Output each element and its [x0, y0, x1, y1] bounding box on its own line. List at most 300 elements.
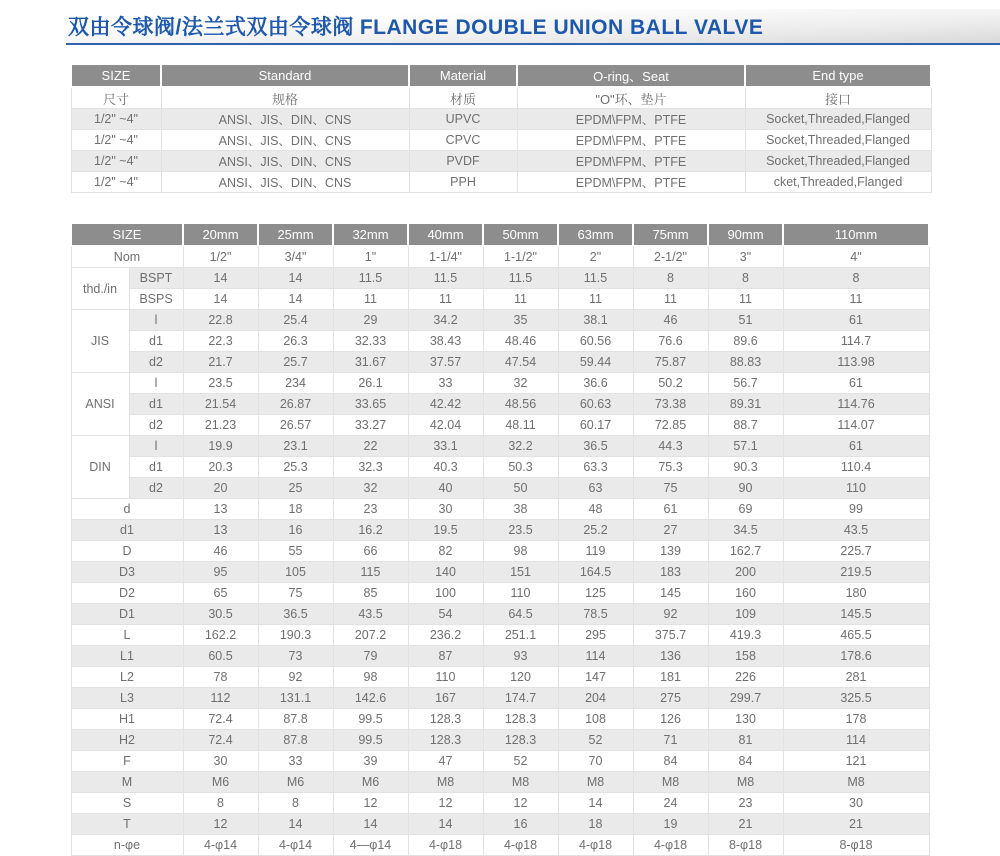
dim-value-cell: 66 — [333, 541, 408, 562]
dim-row-label-cell: Nom — [71, 246, 183, 268]
dim-value-cell: 419.3 — [708, 625, 783, 646]
dim-value-cell: 25 — [258, 478, 333, 499]
dim-value-cell: 11.5 — [483, 268, 558, 289]
dim-value-cell: 110 — [783, 478, 929, 499]
dim-value-cell: 8 — [783, 268, 929, 289]
dim-value-cell: 4—φ14 — [333, 835, 408, 856]
spec-row — [71, 130, 931, 151]
dim-value-cell: 113.98 — [783, 352, 929, 373]
dim-value-cell: 35 — [483, 310, 558, 331]
dim-value-cell: 38.1 — [558, 310, 633, 331]
spec-header-cell: Material — [409, 64, 517, 87]
dim-row — [71, 646, 929, 667]
dim-value-cell: 114.07 — [783, 415, 929, 436]
dim-value-cell: 27 — [633, 520, 708, 541]
dim-value-cell: 38.43 — [408, 331, 483, 352]
dim-value-cell: 75 — [258, 583, 333, 604]
dim-value-cell: 204 — [558, 688, 633, 709]
dim-row-label-cell: L — [71, 625, 183, 646]
dim-row — [71, 352, 929, 373]
dim-value-cell: 112 — [183, 688, 258, 709]
dim-value-cell: 32 — [483, 373, 558, 394]
dim-row-label-cell: l — [129, 310, 183, 331]
dim-value-cell: 87.8 — [258, 709, 333, 730]
dim-value-cell: 178.6 — [783, 646, 929, 667]
dim-value-cell: 151 — [483, 562, 558, 583]
dim-value-cell: 4-φ18 — [408, 835, 483, 856]
dim-value-cell: 48.46 — [483, 331, 558, 352]
dim-value-cell: 16 — [483, 814, 558, 835]
spec-cell: ANSI、JIS、DIN、CNS — [161, 109, 409, 130]
dim-value-cell: 23 — [333, 499, 408, 520]
spec-table-body — [71, 64, 931, 193]
dim-value-cell: 162.2 — [183, 625, 258, 646]
dim-value-cell: 78.5 — [558, 604, 633, 625]
dim-row — [71, 709, 929, 730]
dim-value-cell: 8 — [258, 793, 333, 814]
dim-value-cell: 11.5 — [558, 268, 633, 289]
dim-value-cell: 48.56 — [483, 394, 558, 415]
dim-value-cell: 1" — [333, 246, 408, 268]
dim-row-label-cell: l — [129, 373, 183, 394]
dim-value-cell: 219.5 — [783, 562, 929, 583]
dim-value-cell: 50.2 — [633, 373, 708, 394]
dim-row — [71, 604, 929, 625]
dim-value-cell: 236.2 — [408, 625, 483, 646]
dim-value-cell: 50.3 — [483, 457, 558, 478]
dim-value-cell: 207.2 — [333, 625, 408, 646]
dim-value-cell: 14 — [258, 814, 333, 835]
spec-subheader-cell: 规格 — [161, 87, 409, 109]
dim-value-cell: 23.5 — [183, 373, 258, 394]
dim-value-cell: 44.3 — [633, 436, 708, 457]
dim-size-header-cell: 20mm — [183, 223, 258, 246]
dim-value-cell: 3/4" — [258, 246, 333, 268]
dim-value-cell: 21.7 — [183, 352, 258, 373]
dim-value-cell: 1/2" — [183, 246, 258, 268]
dim-value-cell: 1-1/4" — [408, 246, 483, 268]
dim-value-cell: 52 — [483, 751, 558, 772]
dim-value-cell: 99.5 — [333, 730, 408, 751]
dim-value-cell: 11 — [708, 289, 783, 310]
dim-value-cell: 114.76 — [783, 394, 929, 415]
dim-size-header-cell: 50mm — [483, 223, 558, 246]
dim-value-cell: 275 — [633, 688, 708, 709]
dim-row-label-cell: D3 — [71, 562, 183, 583]
dim-value-cell: 48.11 — [483, 415, 558, 436]
dim-value-cell: 11.5 — [333, 268, 408, 289]
dim-row-label-cell: D — [71, 541, 183, 562]
spec-table — [70, 63, 932, 193]
dim-value-cell: 130 — [708, 709, 783, 730]
spec-cell: 1/2" ~4" — [71, 151, 161, 172]
dim-value-cell: 18 — [258, 499, 333, 520]
spec-cell: EPDM\FPM、PTFE — [517, 130, 745, 151]
dim-value-cell: 33 — [258, 751, 333, 772]
dim-value-cell: 21.54 — [183, 394, 258, 415]
spec-cell: CPVC — [409, 130, 517, 151]
dim-value-cell: 119 — [558, 541, 633, 562]
dim-value-cell: 50 — [483, 478, 558, 499]
dim-value-cell: 57.1 — [708, 436, 783, 457]
dim-value-cell: 22 — [333, 436, 408, 457]
dim-row-label-cell: S — [71, 793, 183, 814]
dim-value-cell: 100 — [408, 583, 483, 604]
spec-cell: EPDM\FPM、PTFE — [517, 109, 745, 130]
dim-row-label-cell: l — [129, 436, 183, 457]
dim-value-cell: 11 — [483, 289, 558, 310]
dim-value-cell: 36.5 — [558, 436, 633, 457]
dim-value-cell: 61 — [783, 373, 929, 394]
spec-row — [71, 109, 931, 130]
dim-value-cell: 36.5 — [258, 604, 333, 625]
dim-value-cell: 92 — [258, 667, 333, 688]
dim-value-cell: 33.65 — [333, 394, 408, 415]
dim-value-cell: 43.5 — [783, 520, 929, 541]
dim-value-cell: 47 — [408, 751, 483, 772]
dim-size-header-cell: 40mm — [408, 223, 483, 246]
dim-value-cell: M8 — [633, 772, 708, 793]
dim-value-cell: 32.3 — [333, 457, 408, 478]
dim-value-cell: 34.5 — [708, 520, 783, 541]
dim-value-cell: 128.3 — [408, 709, 483, 730]
page-title — [66, 11, 763, 41]
dim-value-cell: 30 — [783, 793, 929, 814]
dim-value-cell: 183 — [633, 562, 708, 583]
dim-row — [71, 730, 929, 751]
dim-row-label-cell: n-φe — [71, 835, 183, 856]
dim-value-cell: 1-1/2" — [483, 246, 558, 268]
dim-value-cell: 87.8 — [258, 730, 333, 751]
dim-value-cell: 19.5 — [408, 520, 483, 541]
dim-row — [71, 373, 929, 394]
dim-value-cell: 11 — [333, 289, 408, 310]
dim-value-cell: 12 — [483, 793, 558, 814]
spec-cell: Socket,Threaded,Flanged — [745, 109, 931, 130]
dim-value-cell: 25.2 — [558, 520, 633, 541]
dim-row — [71, 246, 929, 268]
dim-value-cell: 114 — [783, 730, 929, 751]
dim-value-cell: 140 — [408, 562, 483, 583]
dim-value-cell: 56.7 — [708, 373, 783, 394]
dim-value-cell: M6 — [333, 772, 408, 793]
dim-value-cell: 8 — [708, 268, 783, 289]
dim-size-header-cell: 32mm — [333, 223, 408, 246]
dim-value-cell: 65 — [183, 583, 258, 604]
dim-group-cell: ANSI — [71, 373, 129, 436]
spec-cell: 1/2" ~4" — [71, 130, 161, 151]
dim-row — [71, 436, 929, 457]
dim-value-cell: 33 — [408, 373, 483, 394]
spec-subheader-cell: 尺寸 — [71, 87, 161, 109]
dim-value-cell: 167 — [408, 688, 483, 709]
spec-row — [71, 151, 931, 172]
dim-value-cell: 38 — [483, 499, 558, 520]
dim-value-cell: 8-φ18 — [783, 835, 929, 856]
dim-group-cell: JIS — [71, 310, 129, 373]
dim-size-header-cell: 110mm — [783, 223, 929, 246]
dim-value-cell: 200 — [708, 562, 783, 583]
dim-value-cell: 81 — [708, 730, 783, 751]
dim-value-cell: 23.5 — [483, 520, 558, 541]
dim-value-cell: 225.7 — [783, 541, 929, 562]
dim-value-cell: 12 — [183, 814, 258, 835]
dim-value-cell: 75 — [633, 478, 708, 499]
dim-value-cell: 64.5 — [483, 604, 558, 625]
dim-value-cell: 2" — [558, 246, 633, 268]
dim-value-cell: 59.44 — [558, 352, 633, 373]
dim-value-cell: 180 — [783, 583, 929, 604]
dim-value-cell: 14 — [333, 814, 408, 835]
dim-value-cell: 14 — [408, 814, 483, 835]
dim-value-cell: 99 — [783, 499, 929, 520]
dim-value-cell: 295 — [558, 625, 633, 646]
spec-subheader-row — [71, 87, 931, 109]
dim-value-cell: 70 — [558, 751, 633, 772]
dim-value-cell: 25.7 — [258, 352, 333, 373]
dim-row-label-cell: d2 — [129, 478, 183, 499]
dim-value-cell: 73 — [258, 646, 333, 667]
dim-group-cell: thd./in — [71, 268, 129, 310]
dim-value-cell: 46 — [633, 310, 708, 331]
dim-value-cell: 178 — [783, 709, 929, 730]
dim-value-cell: 110 — [408, 667, 483, 688]
dim-value-cell: 19 — [633, 814, 708, 835]
dim-value-cell: 61 — [633, 499, 708, 520]
dim-value-cell: 16.2 — [333, 520, 408, 541]
dim-value-cell: 89.31 — [708, 394, 783, 415]
dim-value-cell: 131.1 — [258, 688, 333, 709]
dim-row-label-cell: H2 — [71, 730, 183, 751]
dim-value-cell: 190.3 — [258, 625, 333, 646]
dim-value-cell: 84 — [633, 751, 708, 772]
dim-value-cell: 14 — [183, 268, 258, 289]
dim-value-cell: 63.3 — [558, 457, 633, 478]
dim-row — [71, 289, 929, 310]
dim-value-cell: 98 — [333, 667, 408, 688]
dim-value-cell: 75.87 — [633, 352, 708, 373]
dim-value-cell: 174.7 — [483, 688, 558, 709]
spec-cell: ANSI、JIS、DIN、CNS — [161, 151, 409, 172]
dim-value-cell: M8 — [408, 772, 483, 793]
dim-value-cell: 72.85 — [633, 415, 708, 436]
dim-value-cell: 8 — [183, 793, 258, 814]
dim-value-cell: 128.3 — [483, 709, 558, 730]
dim-value-cell: 30 — [408, 499, 483, 520]
dim-value-cell: 82 — [408, 541, 483, 562]
spec-cell: EPDM\FPM、PTFE — [517, 151, 745, 172]
dim-value-cell: 145 — [633, 583, 708, 604]
dim-value-cell: 162.7 — [708, 541, 783, 562]
dim-value-cell: 88.7 — [708, 415, 783, 436]
dim-value-cell: 84 — [708, 751, 783, 772]
dim-value-cell: M8 — [483, 772, 558, 793]
dim-value-cell: 63 — [558, 478, 633, 499]
dim-row — [71, 667, 929, 688]
dim-value-cell: 114.7 — [783, 331, 929, 352]
dim-value-cell: 39 — [333, 751, 408, 772]
dim-value-cell: 60.5 — [183, 646, 258, 667]
dim-row — [71, 415, 929, 436]
spec-subheader-cell: 接口 — [745, 87, 931, 109]
dim-value-cell: 11 — [783, 289, 929, 310]
dim-row-label-cell: d2 — [129, 352, 183, 373]
dim-value-cell: 11 — [558, 289, 633, 310]
spec-cell: PVDF — [409, 151, 517, 172]
dim-size-header-cell: 75mm — [633, 223, 708, 246]
dim-value-cell: 90.3 — [708, 457, 783, 478]
dim-value-cell: 54 — [408, 604, 483, 625]
dim-row — [71, 583, 929, 604]
dim-value-cell: 75.3 — [633, 457, 708, 478]
dim-value-cell: 2-1/2" — [633, 246, 708, 268]
dim-value-cell: 164.5 — [558, 562, 633, 583]
dim-row — [71, 625, 929, 646]
dim-value-cell: 93 — [483, 646, 558, 667]
dim-value-cell: 3" — [708, 246, 783, 268]
dim-corner-header-cell: SIZE — [71, 223, 183, 246]
dim-value-cell: 26.57 — [258, 415, 333, 436]
dim-value-cell: 87 — [408, 646, 483, 667]
dim-row-label-cell: D1 — [71, 604, 183, 625]
dim-value-cell: 12 — [408, 793, 483, 814]
dim-value-cell: 465.5 — [783, 625, 929, 646]
spec-header-cell: SIZE — [71, 64, 161, 87]
dim-value-cell: 85 — [333, 583, 408, 604]
dim-value-cell: 136 — [633, 646, 708, 667]
spec-cell: ANSI、JIS、DIN、CNS — [161, 130, 409, 151]
dim-value-cell: 121 — [783, 751, 929, 772]
spec-cell: cket,Threaded,Flanged — [745, 172, 931, 193]
dim-value-cell: 43.5 — [333, 604, 408, 625]
dim-row — [71, 394, 929, 415]
dim-value-cell: 78 — [183, 667, 258, 688]
dim-value-cell: 23 — [708, 793, 783, 814]
spec-cell: UPVC — [409, 109, 517, 130]
dim-value-cell: 33.27 — [333, 415, 408, 436]
spec-cell: 1/2" ~4" — [71, 172, 161, 193]
dim-row-label-cell: d1 — [129, 331, 183, 352]
dim-value-cell: 26.1 — [333, 373, 408, 394]
dim-value-cell: 234 — [258, 373, 333, 394]
dim-value-cell: 99.5 — [333, 709, 408, 730]
dim-group-cell: DIN — [71, 436, 129, 499]
dim-value-cell: 73.38 — [633, 394, 708, 415]
dim-value-cell: 299.7 — [708, 688, 783, 709]
spec-subheader-cell: 材质 — [409, 87, 517, 109]
dim-value-cell: 22.3 — [183, 331, 258, 352]
dim-value-cell: 60.56 — [558, 331, 633, 352]
dim-value-cell: 4-φ18 — [483, 835, 558, 856]
dim-value-cell: 31.67 — [333, 352, 408, 373]
dim-row — [71, 331, 929, 352]
dim-row-label-cell: d1 — [129, 457, 183, 478]
dim-value-cell: 108 — [558, 709, 633, 730]
dim-value-cell: 32.33 — [333, 331, 408, 352]
dim-value-cell: 71 — [633, 730, 708, 751]
dim-value-cell: 42.42 — [408, 394, 483, 415]
dim-value-cell: 13 — [183, 520, 258, 541]
dim-value-cell: 8-φ18 — [708, 835, 783, 856]
dim-row-label-cell: BSPT — [129, 268, 183, 289]
dim-value-cell: 32 — [333, 478, 408, 499]
dim-header-row — [71, 223, 929, 246]
dim-value-cell: 90 — [708, 478, 783, 499]
dim-value-cell: 95 — [183, 562, 258, 583]
dim-row-label-cell: D2 — [71, 583, 183, 604]
dim-value-cell: 37.57 — [408, 352, 483, 373]
dim-value-cell: 12 — [333, 793, 408, 814]
dim-size-header-cell: 25mm — [258, 223, 333, 246]
dim-value-cell: 88.83 — [708, 352, 783, 373]
dim-value-cell: 8 — [633, 268, 708, 289]
dim-value-cell: 126 — [633, 709, 708, 730]
dim-row — [71, 835, 929, 856]
dim-value-cell: 181 — [633, 667, 708, 688]
dim-value-cell: 160 — [708, 583, 783, 604]
dim-value-cell: 21.23 — [183, 415, 258, 436]
dim-row-label-cell: M — [71, 772, 183, 793]
spec-subheader-cell: "O"环、垫片 — [517, 87, 745, 109]
dim-value-cell: 114 — [558, 646, 633, 667]
dim-value-cell: 251.1 — [483, 625, 558, 646]
dim-row-label-cell: T — [71, 814, 183, 835]
dim-value-cell: 36.6 — [558, 373, 633, 394]
dim-value-cell: 25.4 — [258, 310, 333, 331]
dim-value-cell: 16 — [258, 520, 333, 541]
dim-value-cell: 32.2 — [483, 436, 558, 457]
dim-value-cell: 51 — [708, 310, 783, 331]
dim-value-cell: 72.4 — [183, 709, 258, 730]
dim-value-cell: 11.5 — [408, 268, 483, 289]
dim-row — [71, 310, 929, 331]
dim-value-cell: 125 — [558, 583, 633, 604]
title-bar — [66, 9, 1000, 45]
dim-value-cell: 14 — [183, 289, 258, 310]
spec-header-row — [71, 64, 931, 87]
dim-row-label-cell: L1 — [71, 646, 183, 667]
dim-value-cell: 89.6 — [708, 331, 783, 352]
dim-size-header-cell: 63mm — [558, 223, 633, 246]
dim-value-cell: 52 — [558, 730, 633, 751]
spec-cell: Socket,Threaded,Flanged — [745, 151, 931, 172]
spec-header-cell: End type — [745, 64, 931, 87]
dim-row — [71, 562, 929, 583]
dim-value-cell: 29 — [333, 310, 408, 331]
dim-value-cell: 47.54 — [483, 352, 558, 373]
dim-row-label-cell: H1 — [71, 709, 183, 730]
dim-value-cell: 14 — [258, 289, 333, 310]
dim-size-header-cell: 90mm — [708, 223, 783, 246]
dim-value-cell: 142.6 — [333, 688, 408, 709]
dim-value-cell: 34.2 — [408, 310, 483, 331]
dim-value-cell: 61 — [783, 436, 929, 457]
spec-header-cell: Standard — [161, 64, 409, 87]
dim-value-cell: 76.6 — [633, 331, 708, 352]
dim-value-cell: M8 — [783, 772, 929, 793]
dim-row-label-cell: L2 — [71, 667, 183, 688]
dim-row-label-cell: d2 — [129, 415, 183, 436]
page-title-en: FLANGE DOUBLE UNION BALL VALVE — [359, 16, 764, 39]
dim-value-cell: 110.4 — [783, 457, 929, 478]
page-title-zh: 双由令球阀/法兰式双由令球阀 — [68, 16, 354, 39]
dim-value-cell: 4" — [783, 246, 929, 268]
dim-value-cell: 325.5 — [783, 688, 929, 709]
dim-row-label-cell: d1 — [71, 520, 183, 541]
dim-row — [71, 772, 929, 793]
dim-value-cell: 60.17 — [558, 415, 633, 436]
dim-value-cell: 22.8 — [183, 310, 258, 331]
